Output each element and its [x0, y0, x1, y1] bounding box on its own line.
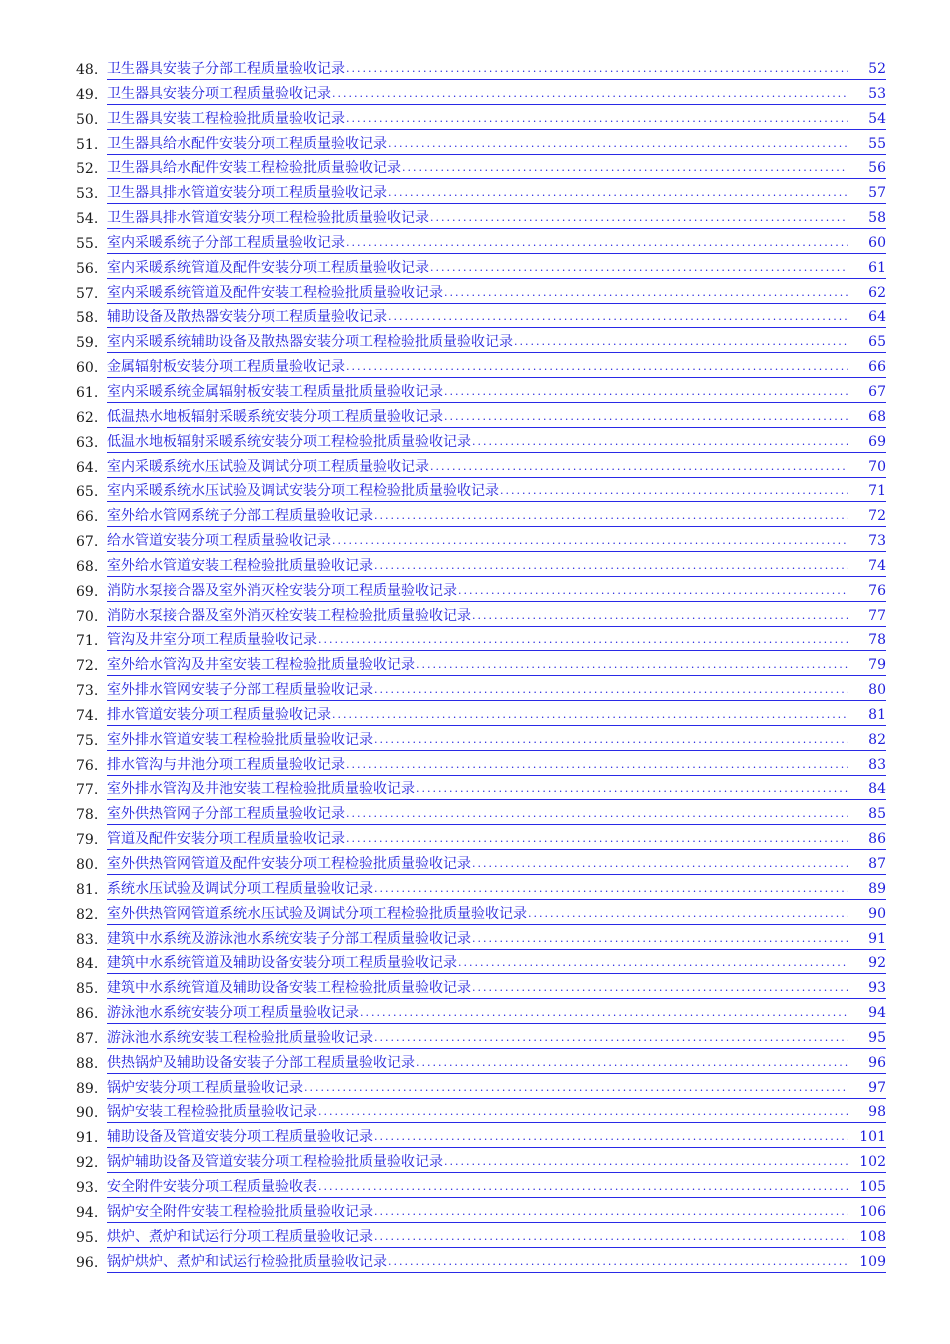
- toc-entry: [0, 1052, 950, 1077]
- toc-entry: [0, 1201, 950, 1226]
- toc-entry: [0, 1226, 950, 1251]
- toc-leader-dots: [373, 1202, 848, 1222]
- toc-entry-link[interactable]: [107, 232, 886, 254]
- toc-entry: [0, 505, 950, 530]
- toc-entry-title: 消防水泵接合器及室外消灭栓安装工程检验批质量验收记录: [107, 607, 471, 624]
- toc-entry-number: 57.: [76, 285, 99, 302]
- toc-entry-title: 给水管道安装分项工程质量验收记录: [107, 533, 331, 550]
- toc-entry-number: 90.: [76, 1105, 99, 1122]
- toc-entry-title: 室外排水管网安装子分部工程质量验收记录: [107, 682, 373, 699]
- toc-entry: [0, 1126, 950, 1151]
- toc-entry-title: 室外排水管道安装工程检验批质量验收记录: [107, 731, 373, 748]
- toc-entry-number: 59.: [76, 335, 99, 352]
- toc-entry-page: 92: [868, 955, 886, 972]
- toc-entry-number: 91.: [76, 1130, 99, 1147]
- toc-leader-dots: [415, 655, 848, 675]
- toc-entry-title: 辅助设备及散热器安装分项工程质量验收记录: [107, 309, 387, 326]
- toc-entry: [0, 306, 950, 331]
- toc-leader-dots: [345, 109, 848, 129]
- toc-entry-number: 92.: [76, 1155, 99, 1172]
- toc-entry-number: 81.: [76, 881, 99, 898]
- toc-leader-dots: [331, 531, 848, 551]
- toc-leader-dots: [345, 357, 848, 377]
- toc-entry-link[interactable]: [107, 778, 886, 800]
- toc-entry: [0, 853, 950, 878]
- toc-entry-number: 65.: [76, 484, 99, 501]
- toc-entry-number: 66.: [76, 509, 99, 526]
- toc-entry-title: 建筑中水系统及游泳池水系统安装子分部工程质量验收记录: [107, 930, 471, 947]
- toc-entry-title: 室外给水管道安装工程检验批质量验收记录: [107, 557, 373, 574]
- toc-entry-number: 74.: [76, 707, 99, 724]
- toc-entry-page: 64: [868, 309, 886, 326]
- toc-entry-page: 67: [868, 383, 886, 400]
- toc-entry-title: 室内采暖系统管道及配件安装分项工程质量验收记录: [107, 259, 429, 276]
- toc-entry-title: 室外供热管网管道及配件安装分项工程检验批质量验收记录: [107, 856, 471, 872]
- toc-entry-number: 75.: [76, 732, 99, 749]
- toc-entry: [0, 555, 950, 580]
- toc-entry-page: 61: [868, 259, 886, 276]
- toc-entry-link[interactable]: [107, 456, 886, 478]
- toc-entry-link[interactable]: [107, 1226, 886, 1248]
- toc-entry-page: 89: [868, 880, 886, 897]
- toc-entry-number: 88.: [76, 1055, 99, 1072]
- toc-entry: [0, 58, 950, 83]
- toc-leader-dots: [387, 307, 848, 327]
- toc-entry-title: 排水管道安装分项工程质量验收记录: [107, 706, 331, 723]
- toc-entry-title: 室外给水管沟及井室安装工程检验批质量验收记录: [107, 657, 415, 674]
- toc-entry-number: 60.: [76, 360, 99, 377]
- toc-entry-title: 室外供热管网管道系统水压试验及调试分项工程检验批质量验收记录: [107, 905, 527, 922]
- toc-leader-dots: [373, 556, 848, 576]
- toc-entry-link[interactable]: [107, 853, 886, 875]
- toc-entry-link[interactable]: [107, 58, 886, 80]
- toc-leader-dots: [373, 1227, 848, 1247]
- toc-leader-dots: [443, 407, 848, 427]
- toc-entry-number: 52.: [76, 161, 99, 178]
- toc-entry-link[interactable]: [107, 580, 886, 602]
- toc-entry-title: 卫生器具安装工程检验批质量验收记录: [107, 110, 345, 127]
- toc-entry-page: 108: [859, 1228, 886, 1245]
- toc-leader-dots: [443, 1152, 848, 1172]
- toc-entry-page: 54: [868, 110, 886, 127]
- toc-leader-dots: [317, 630, 848, 650]
- toc-entry-page: 56: [868, 160, 886, 177]
- toc-leader-dots: [429, 258, 848, 278]
- toc-leader-dots: [499, 481, 848, 501]
- toc-entry-link[interactable]: [107, 1201, 886, 1223]
- toc-entry-number: 76.: [76, 757, 99, 774]
- toc-entry-link[interactable]: [107, 306, 886, 328]
- toc-leader-dots: [345, 829, 848, 849]
- toc-entry-page: 70: [868, 458, 886, 475]
- toc-entry: [0, 381, 950, 406]
- toc-leader-dots: [345, 59, 848, 79]
- toc-entry-number: 80.: [76, 857, 99, 873]
- toc-entry-link[interactable]: [107, 1027, 886, 1049]
- toc-entry-title: 室内采暖系统辅助设备及散热器安装分项工程检验批质量验收记录: [107, 334, 513, 351]
- toc-entry-link[interactable]: [107, 629, 886, 651]
- toc-entry-number: 87.: [76, 1030, 99, 1047]
- toc-entry-page: 52: [868, 61, 886, 77]
- toc-entry: [0, 1101, 950, 1126]
- toc-leader-dots: [331, 84, 848, 104]
- toc-entry-title: 室外排水管沟及井池安装工程检验批质量验收记录: [107, 781, 415, 798]
- toc-entry: [0, 257, 950, 282]
- toc-entry-title: 供热锅炉及辅助设备安装子分部工程质量验收记录: [107, 1054, 415, 1071]
- toc-entry: [0, 157, 950, 182]
- toc-entry-link[interactable]: [107, 654, 886, 676]
- toc-entry: [0, 1002, 950, 1027]
- toc-entry-page: 101: [859, 1129, 886, 1146]
- toc-entry-title: 游泳池水系统安装分项工程质量验收记录: [107, 1005, 359, 1022]
- toc-entry-number: 68.: [76, 558, 99, 575]
- toc-entry-page: 98: [868, 1104, 886, 1121]
- toc-entry: [0, 182, 950, 207]
- toc-entry-number: 96.: [76, 1254, 99, 1271]
- toc-leader-dots: [303, 1078, 848, 1098]
- toc-entry-page: 73: [868, 533, 886, 550]
- toc-leader-dots: [429, 208, 848, 228]
- toc-entry: [0, 431, 950, 456]
- toc-entry-link[interactable]: [107, 928, 886, 950]
- toc-entry-page: 90: [868, 905, 886, 922]
- toc-entry-title: 室外给水管网系统子分部工程质量验收记录: [107, 508, 373, 525]
- toc-leader-dots: [373, 1028, 848, 1048]
- toc-entry-link[interactable]: [107, 1077, 886, 1099]
- toc-entry-title: 室内采暖系统子分部工程质量验收记录: [107, 234, 345, 251]
- toc-entry-page: 86: [868, 831, 886, 848]
- toc-entry-number: 82.: [76, 906, 99, 923]
- toc-entry: [0, 480, 950, 505]
- toc-entry-page: 68: [868, 408, 886, 425]
- toc-entry-title: 系统水压试验及调试分项工程质量验收记录: [107, 880, 373, 897]
- toc-entry-number: 72.: [76, 658, 99, 675]
- toc-entry-page: 94: [868, 1005, 886, 1022]
- toc-entry-page: 84: [868, 781, 886, 798]
- toc-leader-dots: [317, 1177, 848, 1197]
- toc-leader-dots: [471, 978, 848, 998]
- toc-entry-link[interactable]: [107, 207, 886, 229]
- toc-entry-link[interactable]: [107, 406, 886, 428]
- toc-leader-dots: [527, 904, 848, 924]
- toc-entry-page: 76: [868, 582, 886, 599]
- toc-entry-page: 102: [859, 1154, 886, 1171]
- toc-entry-page: 87: [868, 856, 886, 872]
- toc-entry-link[interactable]: [107, 83, 886, 105]
- toc-entry: [0, 1251, 950, 1276]
- toc-entry-number: 94.: [76, 1204, 99, 1221]
- toc-entry-link[interactable]: [107, 828, 886, 850]
- toc-entry: [0, 232, 950, 257]
- toc-entry-title: 室内采暖系统管道及配件安装工程检验批质量验收记录: [107, 284, 443, 301]
- toc-entry: [0, 828, 950, 853]
- toc-entry-page: 53: [868, 85, 886, 102]
- toc-entry-link[interactable]: [107, 282, 886, 304]
- toc-entry-page: 83: [868, 756, 886, 773]
- toc-entry-link[interactable]: [107, 977, 886, 999]
- toc-entry-title: 锅炉辅助设备及管道安装分项工程检验批质量验收记录: [107, 1154, 443, 1171]
- toc-leader-dots: [331, 705, 848, 725]
- toc-entry-number: 61.: [76, 384, 99, 401]
- toc-entry-title: 锅炉安装工程检验批质量验收记录: [107, 1104, 317, 1121]
- toc-entry-number: 89.: [76, 1080, 99, 1097]
- toc-entry-number: 86.: [76, 1006, 99, 1023]
- toc-entry-number: 58.: [76, 310, 99, 327]
- toc-entry: [0, 605, 950, 630]
- toc-entry-link[interactable]: [107, 754, 886, 776]
- toc-leader-dots: [373, 680, 848, 700]
- toc-entry-page: 82: [868, 731, 886, 748]
- toc-entry-number: 62.: [76, 409, 99, 426]
- toc-entry: [0, 83, 950, 108]
- toc-leader-dots: [373, 879, 848, 899]
- toc-leader-dots: [387, 134, 848, 154]
- toc-entry-number: 50.: [76, 111, 99, 128]
- toc-entry-title: 金属辐射板安装分项工程质量验收记录: [107, 359, 345, 376]
- toc-entry: [0, 530, 950, 555]
- toc-entry: [0, 282, 950, 307]
- toc-entry-link[interactable]: [107, 1002, 886, 1024]
- toc-entry: [0, 108, 950, 133]
- toc-leader-dots: [373, 730, 848, 750]
- toc-entry-page: 105: [859, 1178, 886, 1195]
- toc-leader-dots: [415, 779, 848, 799]
- toc-entry: [0, 704, 950, 729]
- toc-entry-link[interactable]: [107, 480, 886, 502]
- toc-entry-title: 游泳池水系统安装工程检验批质量验收记录: [107, 1029, 373, 1046]
- toc-entry-link[interactable]: [107, 952, 886, 974]
- toc-entry-link[interactable]: [107, 1176, 886, 1198]
- toc-entry-number: 53.: [76, 186, 99, 203]
- toc-entry: [0, 977, 950, 1002]
- toc-entry: [0, 878, 950, 903]
- toc-entry-number: 63.: [76, 434, 99, 451]
- toc-entry-page: 77: [868, 607, 886, 624]
- toc-leader-dots: [387, 1252, 848, 1272]
- toc-entry-title: 卫生器具安装分项工程质量验收记录: [107, 85, 331, 102]
- toc-entry: [0, 406, 950, 431]
- toc-leader-dots: [471, 432, 848, 452]
- toc-entry-page: 97: [868, 1079, 886, 1096]
- toc-leader-dots: [513, 332, 848, 352]
- toc-entry: [0, 629, 950, 654]
- toc-entry: [0, 679, 950, 704]
- toc-entry-title: 管沟及井室分项工程质量验收记录: [107, 632, 317, 649]
- toc-entry-title: 安全附件安装分项工程质量验收表: [107, 1178, 317, 1195]
- toc-entry-title: 烘炉、煮炉和试运行分项工程质量验收记录: [107, 1228, 373, 1245]
- toc-entry-number: 77.: [76, 782, 99, 799]
- toc-entry-link[interactable]: [107, 356, 886, 378]
- toc-entry: [0, 1077, 950, 1102]
- toc-entry-title: 低温水地板辐射采暖系统安装分项工程检验批质量验收记录: [107, 433, 471, 450]
- toc-entry-title: 室外供热管网子分部工程质量验收记录: [107, 806, 345, 823]
- toc-entry-link[interactable]: [107, 1126, 886, 1148]
- toc-leader-dots: [317, 1102, 848, 1122]
- toc-entry-title: 室内采暖系统水压试验及调试安装分项工程检验批质量验收记录: [107, 483, 499, 500]
- toc-entry-page: 66: [868, 359, 886, 376]
- toc-entry: [0, 952, 950, 977]
- toc-entry-title: 辅助设备及管道安装分项工程质量验收记录: [107, 1129, 373, 1146]
- toc-entry-number: 51.: [76, 136, 99, 153]
- toc-entry-link[interactable]: [107, 505, 886, 527]
- toc-entry-link[interactable]: [107, 381, 886, 403]
- toc-entry-number: 69.: [76, 583, 99, 600]
- toc-entry-title: 建筑中水系统管道及辅助设备安装分项工程质量验收记录: [107, 955, 457, 972]
- toc-entry-page: 71: [868, 483, 886, 500]
- toc-entry-page: 78: [868, 632, 886, 649]
- toc-entry-title: 建筑中水系统管道及辅助设备安装工程检验批质量验收记录: [107, 980, 471, 997]
- toc-entry-page: 95: [868, 1029, 886, 1046]
- toc-entry-number: 67.: [76, 534, 99, 551]
- toc-leader-dots: [415, 1053, 848, 1073]
- toc-leader-dots: [457, 581, 848, 601]
- toc-entry-page: 62: [868, 284, 886, 301]
- toc-entry-link[interactable]: [107, 1101, 886, 1123]
- toc-entry-title: 卫生器具排水管道安装分项工程检验批质量验收记录: [107, 210, 429, 227]
- toc-entry-page: 65: [868, 334, 886, 351]
- toc-entry-number: 70.: [76, 608, 99, 625]
- toc-leader-dots: [373, 1127, 848, 1147]
- toc-entry-link[interactable]: [107, 878, 886, 900]
- toc-leader-dots: [443, 382, 848, 402]
- toc-leader-dots: [373, 506, 848, 526]
- toc-entry-title: 卫生器具排水管道安装分项工程质量验收记录: [107, 185, 387, 202]
- toc-entry-number: 56.: [76, 260, 99, 277]
- toc-entry-link[interactable]: [107, 133, 886, 155]
- toc-leader-dots: [471, 929, 848, 949]
- toc-entry-link[interactable]: [107, 1052, 886, 1074]
- toc-leader-dots: [443, 283, 848, 303]
- toc-entry-page: 91: [868, 930, 886, 947]
- toc-entry-title: 锅炉安全附件安装工程检验批质量验收记录: [107, 1203, 373, 1220]
- toc-entry-link[interactable]: [107, 555, 886, 577]
- toc-entry-number: 64.: [76, 459, 99, 476]
- toc-entry-title: 低温热水地板辐射采暖系统安装分项工程质量验收记录: [107, 408, 443, 425]
- toc-leader-dots: [387, 183, 848, 203]
- toc-entry-link[interactable]: [107, 530, 886, 552]
- toc-entry-number: 79.: [76, 832, 99, 849]
- toc-entry: [0, 729, 950, 754]
- toc-leader-dots: [345, 233, 848, 253]
- toc-entry-link[interactable]: [107, 679, 886, 701]
- toc-entry-page: 85: [868, 806, 886, 823]
- toc-entry: [0, 928, 950, 953]
- table-of-contents: [0, 58, 950, 1275]
- toc-entry-link[interactable]: [107, 1151, 886, 1173]
- toc-entry: [0, 1027, 950, 1052]
- toc-entry-title: 卫生器具给水配件安装分项工程质量验收记录: [107, 135, 387, 152]
- toc-entry-link[interactable]: [107, 704, 886, 726]
- toc-entry-number: 95.: [76, 1229, 99, 1246]
- toc-entry-link[interactable]: [107, 1251, 886, 1273]
- toc-entry-link[interactable]: [107, 108, 886, 130]
- toc-entry-title: 管道及配件安装分项工程质量验收记录: [107, 831, 345, 848]
- toc-entry-number: 84.: [76, 956, 99, 973]
- toc-entry: [0, 803, 950, 828]
- toc-entry-link[interactable]: [107, 331, 886, 353]
- toc-leader-dots: [471, 854, 848, 874]
- toc-entry-title: 消防水泵接合器及室外消灭栓安装分项工程质量验收记录: [107, 582, 457, 599]
- toc-entry-page: 74: [868, 557, 886, 574]
- toc-entry-page: 80: [868, 682, 886, 699]
- toc-entry: [0, 903, 950, 928]
- toc-entry: [0, 1151, 950, 1176]
- toc-entry-number: 83.: [76, 931, 99, 948]
- toc-entry-page: 60: [868, 234, 886, 251]
- toc-entry-link[interactable]: [107, 903, 886, 925]
- toc-entry-page: 79: [868, 657, 886, 674]
- toc-entry-title: 排水管沟与井池分项工程质量验收记录: [107, 756, 345, 773]
- toc-entry: [0, 580, 950, 605]
- toc-entry-title: 锅炉安装分项工程质量验收记录: [107, 1079, 303, 1096]
- toc-entry-page: 55: [868, 135, 886, 152]
- toc-entry: [0, 754, 950, 779]
- toc-entry-number: 78.: [76, 807, 99, 824]
- toc-leader-dots: [345, 755, 848, 775]
- toc-entry-page: 81: [868, 706, 886, 723]
- toc-entry-number: 93.: [76, 1179, 99, 1196]
- toc-entry-title: 锅炉烘炉、煮炉和试运行检验批质量验收记录: [107, 1253, 387, 1270]
- toc-entry: [0, 456, 950, 481]
- toc-entry: [0, 1176, 950, 1201]
- toc-entry-page: 109: [859, 1253, 886, 1270]
- toc-entry-page: 57: [868, 185, 886, 202]
- toc-leader-dots: [401, 158, 848, 178]
- toc-entry-number: 48.: [76, 62, 99, 78]
- toc-entry: [0, 331, 950, 356]
- toc-leader-dots: [359, 1003, 848, 1023]
- toc-entry-number: 49.: [76, 86, 99, 103]
- toc-entry-title: 卫生器具安装子分部工程质量验收记录: [107, 61, 345, 77]
- toc-entry-number: 73.: [76, 683, 99, 700]
- toc-entry-link[interactable]: [107, 182, 886, 204]
- toc-entry-link[interactable]: [107, 157, 886, 179]
- toc-entry: [0, 207, 950, 232]
- toc-entry-link[interactable]: [107, 431, 886, 453]
- toc-entry: [0, 778, 950, 803]
- toc-entry: [0, 356, 950, 381]
- toc-entry-page: 93: [868, 980, 886, 997]
- toc-entry: [0, 133, 950, 158]
- toc-entry-title: 室内采暖系统水压试验及调试分项工程质量验收记录: [107, 458, 429, 475]
- toc-entry-link[interactable]: [107, 729, 886, 751]
- toc-entry: [0, 654, 950, 679]
- toc-entry-page: 96: [868, 1054, 886, 1071]
- toc-entry-page: 72: [868, 508, 886, 525]
- toc-leader-dots: [457, 953, 848, 973]
- toc-entry-page: 58: [868, 210, 886, 227]
- toc-entry-title: 卫生器具给水配件安装工程检验批质量验收记录: [107, 160, 401, 177]
- toc-leader-dots: [429, 457, 848, 477]
- toc-entry-link[interactable]: [107, 257, 886, 279]
- toc-entry-number: 85.: [76, 981, 99, 998]
- toc-entry-link[interactable]: [107, 803, 886, 825]
- toc-entry-title: 室内采暖系统金属辐射板安装工程质量批质量验收记录: [107, 383, 443, 400]
- toc-leader-dots: [471, 606, 848, 626]
- toc-entry-page: 69: [868, 433, 886, 450]
- toc-entry-number: 55.: [76, 235, 99, 252]
- toc-entry-page: 106: [859, 1203, 886, 1220]
- toc-entry-number: 54.: [76, 211, 99, 228]
- toc-entry-link[interactable]: [107, 605, 886, 627]
- toc-entry-number: 71.: [76, 633, 99, 650]
- toc-leader-dots: [345, 804, 848, 824]
